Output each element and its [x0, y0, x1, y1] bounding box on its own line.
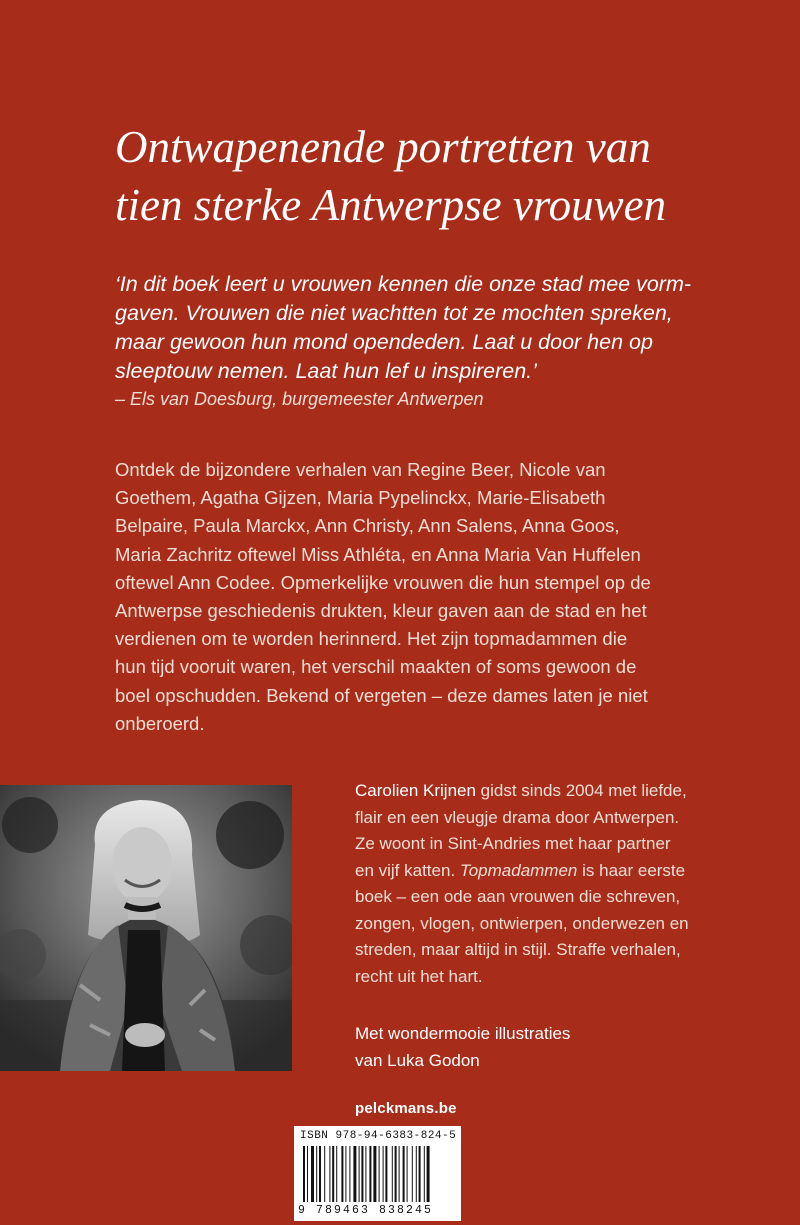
illus-line: Met wondermooie illustraties: [355, 1024, 571, 1043]
quote-line: maar gewoon hun mond opendeden. Laat u door hen op: [115, 330, 653, 354]
book-title: Topmadammen: [459, 860, 578, 880]
barcode-panel: [294, 1126, 461, 1221]
tagline-line: Ontwapenende portretten van: [115, 122, 651, 172]
quote-line: ‘In dit boek leert u vrouwen kennen die onze stad mee vorm-: [115, 272, 692, 296]
blurb-line: oftewel Ann Codee. Opmerkelijke vrouwen die hun stempel op de: [115, 571, 651, 593]
publisher-url: pelckmans.be: [355, 1100, 457, 1117]
blurb-line: Belpaire, Paula Marckx, Ann Christy, Ann Salens, Anna Goos,: [115, 515, 620, 537]
author-name: Carolien Krijnen: [355, 781, 476, 800]
quote-line: sleeptouw nemen. Laat hun lef u inspireren.’: [115, 359, 537, 383]
book-blurb: [115, 456, 775, 738]
bio-line: recht uit het hart.: [355, 966, 483, 986]
bio-text: en vijf katten.: [355, 860, 460, 880]
blurb-line: onberoerd.: [115, 712, 205, 734]
blurb-line: Goethem, Agatha Gijzen, Maria Pypelinckx, Marie-Elisabeth: [115, 487, 606, 509]
bio-line: streden, maar altijd in stijl. Straffe verhalen,: [355, 940, 681, 959]
bio-text: is haar eerste: [577, 860, 686, 880]
illustrator-credit: [355, 1021, 775, 1074]
blurb-line: verdienen om te worden herinnerd. Het zijn topmadammen die: [115, 628, 628, 650]
blurb-line: Maria Zachritz oftewel Miss Athléta, en Anna Maria Van Huffelen: [115, 543, 641, 565]
endorsement-quote: [115, 270, 765, 412]
isbn-digits: 9 789463 838245: [298, 1204, 434, 1217]
author-bio: [355, 778, 775, 990]
blurb-line: Ontdek de bijzondere verhalen van Regine Beer, Nicole van: [115, 459, 606, 480]
blurb-line: boel opschudden. Bekend of vergeten – deze dames laten je niet: [115, 684, 648, 706]
quote-attribution: – Els van Doesburg, burgemeester Antwerpen: [115, 389, 484, 409]
isbn-label: ISBN 978-94-6383-824-5: [300, 1130, 457, 1142]
bio-line: [355, 778, 775, 805]
tagline: [115, 118, 755, 234]
author-photo: [0, 785, 292, 1071]
blurb-line: Antwerpse geschiedenis drukten, kleur gaven aan de stad en het: [115, 600, 647, 622]
illus-line: van Luka Godon: [355, 1050, 480, 1070]
bio-line: zongen, vlogen, ontwierpen, onderwezen en: [355, 913, 689, 933]
bio-line: Ze woont in Sint-Andries met haar partner: [355, 834, 671, 853]
bio-line: boek – een ode aan vrouwen die schreven,: [355, 887, 681, 906]
bio-text: gidst sinds 2004 met liefde,: [475, 781, 687, 800]
bio-line: [355, 858, 775, 885]
blurb-line: hun tijd vooruit waren, het verschil maakten of soms gewoon de: [115, 656, 637, 678]
tagline-line: tien sterke Antwerpse vrouwen: [115, 180, 667, 230]
bio-line: flair en een vleugje drama door Antwerpen.: [355, 807, 680, 827]
barcode-icon: [302, 1146, 454, 1204]
quote-line: gaven. Vrouwen die niet wachtten tot ze mochten spreken,: [115, 301, 673, 325]
